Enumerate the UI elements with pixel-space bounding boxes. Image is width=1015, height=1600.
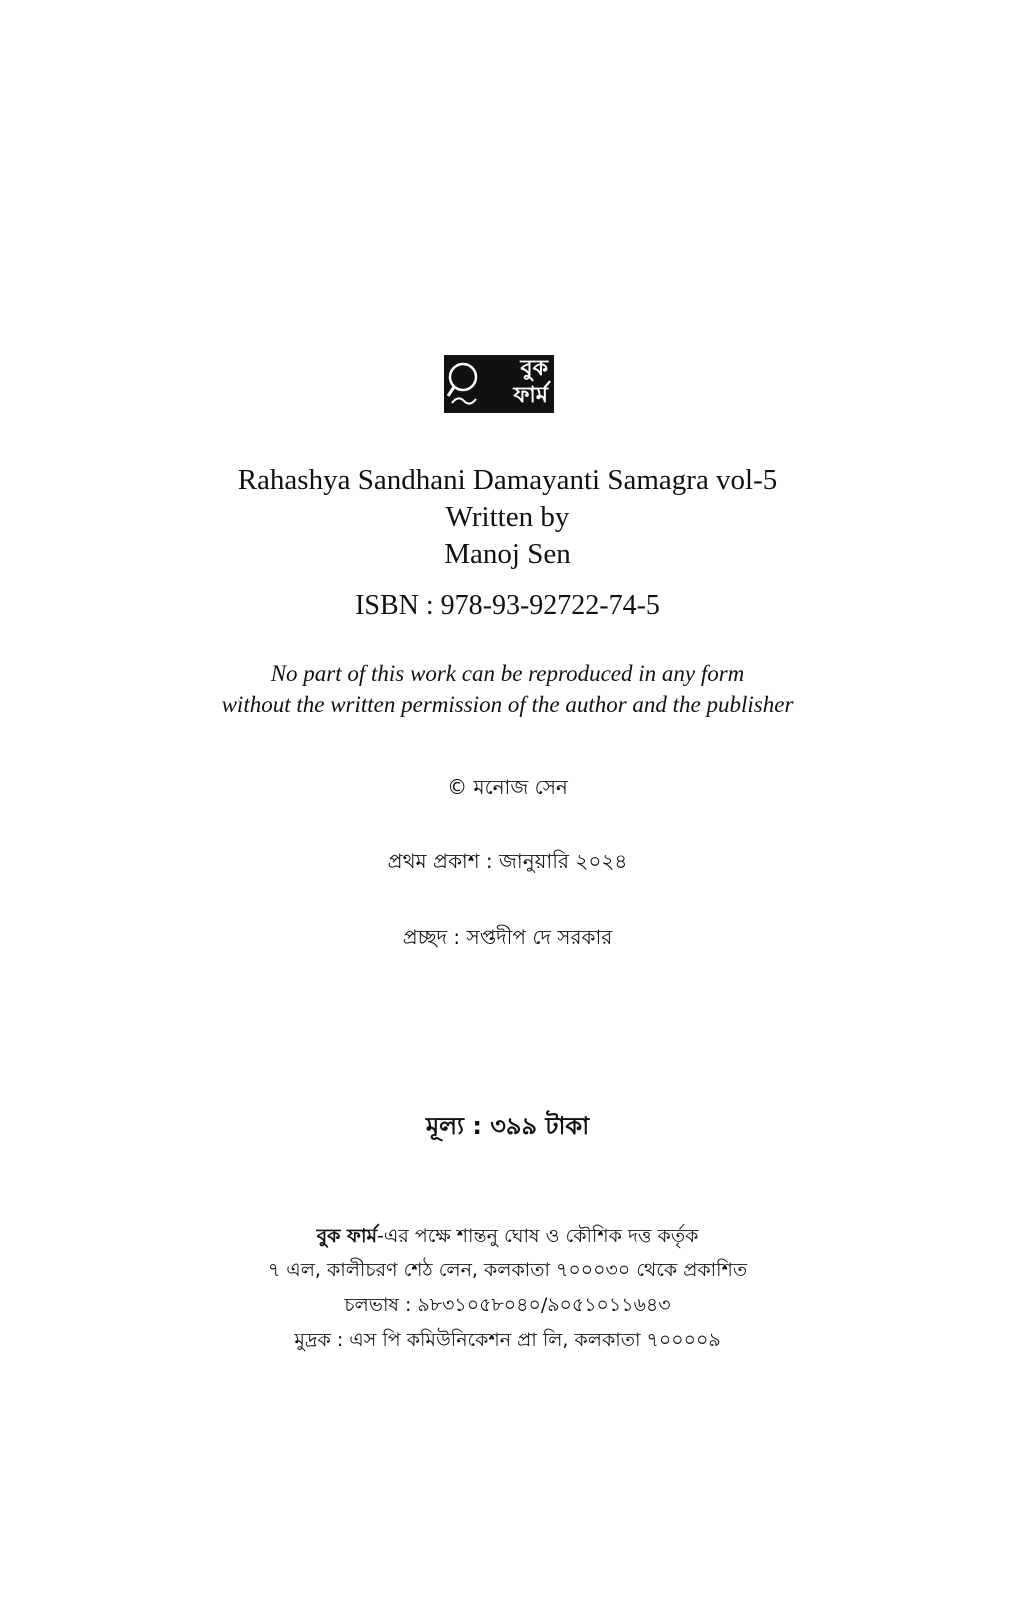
cover-credit-line: প্রচ্ছদ : সপ্তদীপ দে সরকার	[402, 925, 613, 949]
imprint-line1-rest: -এর পক্ষে শান্তনু ঘোষ ও কৌশিক দত্ত কর্তৃক	[377, 1225, 699, 1247]
imprint-printer: মুদ্রক : এস পি কমিউনিকেশন প্রা লি, কলকাতা ৭০০০০৯	[294, 1329, 721, 1351]
logo-text-line1: বুক	[520, 356, 548, 381]
rights-notice-line1: No part of this work can be reproduced in any form	[270, 661, 745, 686]
imprint-line1	[0, 1219, 1015, 1253]
book-title: Rahashya Sandhani Damayanti Samagra vol-5	[237, 464, 778, 496]
publisher-name: বুক ফার্ম	[316, 1225, 378, 1247]
isbn: ISBN : 978-93-92722-74-5	[355, 590, 660, 621]
imprint-phone: চলভাষ : ৯৮৩১০৫৮০৪০/৯০৫১০১১৬৪৩	[344, 1294, 671, 1316]
logo-text-line2: ফার্ম	[513, 383, 548, 408]
copyright-line: © মনোজ সেন	[447, 775, 568, 799]
imprint-address: ৭ এল, কালীচরণ শেঠ লেন, কলকাতা ৭০০০৩০ থেকে প্রকাশিত	[267, 1259, 748, 1281]
author-name: Manoj Sen	[444, 538, 571, 570]
publisher-logo	[444, 355, 554, 413]
rights-notice-line2: without the written permission of the author and the publisher	[221, 692, 794, 717]
first-edition-line: প্রথম প্রকাশ : জানুয়ারি ২০২৪	[387, 849, 628, 873]
written-by-label: Written by	[445, 501, 570, 533]
price-line: মূল্য : ৩৯৯ টাকা	[425, 1112, 590, 1140]
